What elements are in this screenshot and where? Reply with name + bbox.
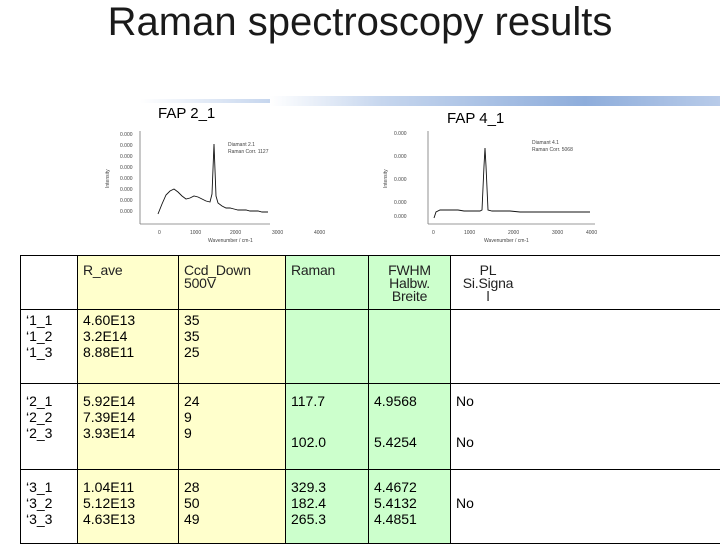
r-ave-cell xyxy=(78,310,179,384)
ccd-cell xyxy=(179,470,286,544)
fwhm-cell xyxy=(369,310,451,384)
title-underline xyxy=(270,96,720,106)
fwhm-value: 5.4254 xyxy=(374,434,445,450)
raman-value: 102.0 xyxy=(291,434,363,450)
fwhm-value: 4.9568 xyxy=(374,393,445,409)
y-tick: 0.000 xyxy=(394,200,407,206)
r-ave-value: 4.63E13 xyxy=(83,511,173,527)
ccd-value: 24 xyxy=(184,393,280,409)
id-cell xyxy=(21,470,78,544)
ccd-cell xyxy=(179,384,286,470)
legend-entry: Raman Corr. 1127 xyxy=(228,149,269,155)
x-tick: 0 xyxy=(158,230,161,236)
sample-id: ‘3_1 xyxy=(26,479,72,495)
sample-id: ‘3_3 xyxy=(26,511,72,527)
y-tick: 0.000 xyxy=(120,176,133,182)
r-ave-value: 3.2E14 xyxy=(83,328,173,344)
header-line: FWHM xyxy=(374,264,445,277)
sample-id: ‘1_3 xyxy=(26,344,72,360)
r-ave-value: 3.93E14 xyxy=(83,425,173,441)
y-tick: 0.000 xyxy=(120,198,133,204)
sample-id: ‘2_1 xyxy=(26,393,72,409)
raman-value: 265.3 xyxy=(291,511,363,527)
x-tick: 1000 xyxy=(190,230,201,236)
pl-value: No xyxy=(456,393,715,409)
spacer xyxy=(374,409,445,434)
header-cell-r-ave: R_ave xyxy=(78,256,179,310)
r-ave-cell xyxy=(78,384,179,470)
ccd-value: 9 xyxy=(184,425,280,441)
header-cell-raman: Raman xyxy=(286,256,369,310)
y-tick: 0.000 xyxy=(394,131,407,137)
spacer xyxy=(456,409,715,434)
y-axis-label: Intensity xyxy=(105,169,111,188)
table-row-group-1 xyxy=(21,310,720,384)
table-row-group-2 xyxy=(21,384,720,470)
results-table xyxy=(20,255,720,544)
raman-value: 117.7 xyxy=(291,393,363,409)
ccd-value: 35 xyxy=(184,312,280,328)
x-tick: 3000 xyxy=(552,230,563,236)
y-axis-label: Intensity xyxy=(383,169,389,188)
y-tick: 0.000 xyxy=(120,209,133,215)
raman-cell xyxy=(286,384,369,470)
sample-id: ‘2_2 xyxy=(26,409,72,425)
r-ave-value: 5.12E13 xyxy=(83,495,173,511)
fwhm-value: 4.4672 xyxy=(374,479,445,495)
x-tick: 2000 xyxy=(230,230,241,236)
page-title: Raman spectroscopy results xyxy=(100,0,620,44)
header-line: Si.Signa xyxy=(456,277,520,290)
id-cell xyxy=(21,310,78,384)
r-ave-value: 8.88E11 xyxy=(83,344,173,360)
header-cell-id xyxy=(21,256,78,310)
legend-entry: Diamant 4.1 xyxy=(532,140,559,146)
pl-cell xyxy=(451,384,720,470)
x-tick: 0 xyxy=(432,230,435,236)
spectrum-plot-fap-4-1 xyxy=(380,126,620,246)
legend-entry: Diamant 2.1 xyxy=(228,142,255,148)
y-tick: 0.000 xyxy=(120,154,133,160)
ccd-value: 9 xyxy=(184,409,280,425)
sample-id: ‘1_1 xyxy=(26,312,72,328)
spacer xyxy=(291,409,363,434)
y-tick: 0.000 xyxy=(120,165,133,171)
spectrum-trace xyxy=(434,148,590,218)
ccd-value: 28 xyxy=(184,479,280,495)
x-tick: 1000 xyxy=(464,230,475,236)
fwhm-value: 4.4851 xyxy=(374,511,445,527)
fwhm-cell xyxy=(369,384,451,470)
pl-value: No xyxy=(456,495,715,511)
x-tick: 2000 xyxy=(508,230,519,236)
y-tick: 0.000 xyxy=(120,143,133,149)
x-tick: 3000 xyxy=(272,230,283,236)
sample-id: ‘3_2 xyxy=(26,495,72,511)
raman-cell xyxy=(286,470,369,544)
fwhm-cell xyxy=(369,470,451,544)
raman-cell xyxy=(286,310,369,384)
raman-value: 329.3 xyxy=(291,479,363,495)
pl-value: No xyxy=(456,434,715,450)
header-line: PL xyxy=(456,264,520,277)
ccd-value: 50 xyxy=(184,495,280,511)
pl-cell xyxy=(451,310,720,384)
x-tick: 4000 xyxy=(586,230,597,236)
header-cell-fwhm xyxy=(369,256,451,310)
panel-label-fap-2-1: FAP 2_1 xyxy=(158,105,215,122)
r-ave-value: 1.04E11 xyxy=(83,479,173,495)
spectrum-plot-fap-2-1 xyxy=(100,126,340,246)
header-cell-pl xyxy=(451,256,720,310)
r-ave-value: 5.92E14 xyxy=(83,393,173,409)
y-tick: 0.000 xyxy=(120,132,133,138)
spacer xyxy=(456,479,715,495)
table-header-row xyxy=(21,256,720,310)
ccd-value: 49 xyxy=(184,511,280,527)
panel-label-fap-4-1: FAP 4_1 xyxy=(447,110,504,127)
sample-id: ‘2_3 xyxy=(26,425,72,441)
header-line: Breite xyxy=(374,290,445,303)
x-tick: 4000 xyxy=(314,230,325,236)
table-row-group-3 xyxy=(21,470,720,544)
header-line: l xyxy=(456,290,520,303)
pl-cell xyxy=(451,470,720,544)
r-ave-value: 4.60E13 xyxy=(83,312,173,328)
ccd-cell xyxy=(179,310,286,384)
y-tick: 0.000 xyxy=(394,214,407,220)
legend-entry: Raman Corr. 5068 xyxy=(532,147,573,153)
header-line: Halbw. xyxy=(374,277,445,290)
raman-value: 182.4 xyxy=(291,495,363,511)
ccd-value: 25 xyxy=(184,344,280,360)
header-line: 500V xyxy=(184,277,280,290)
y-tick: 0.000 xyxy=(394,154,407,160)
header-cell-ccd-down xyxy=(179,256,286,310)
y-tick: 0.000 xyxy=(120,187,133,193)
r-ave-cell xyxy=(78,470,179,544)
r-ave-value: 7.39E14 xyxy=(83,409,173,425)
sample-id: ‘1_2 xyxy=(26,328,72,344)
id-cell xyxy=(21,384,78,470)
ccd-value: 35 xyxy=(184,328,280,344)
x-axis-label: Wavenumber / cm-1 xyxy=(208,238,253,244)
x-axis-label: Wavenumber / cm-1 xyxy=(484,238,529,244)
fwhm-value: 5.4132 xyxy=(374,495,445,511)
y-tick: 0.000 xyxy=(394,177,407,183)
header-line: Ccd_Down xyxy=(184,264,280,277)
